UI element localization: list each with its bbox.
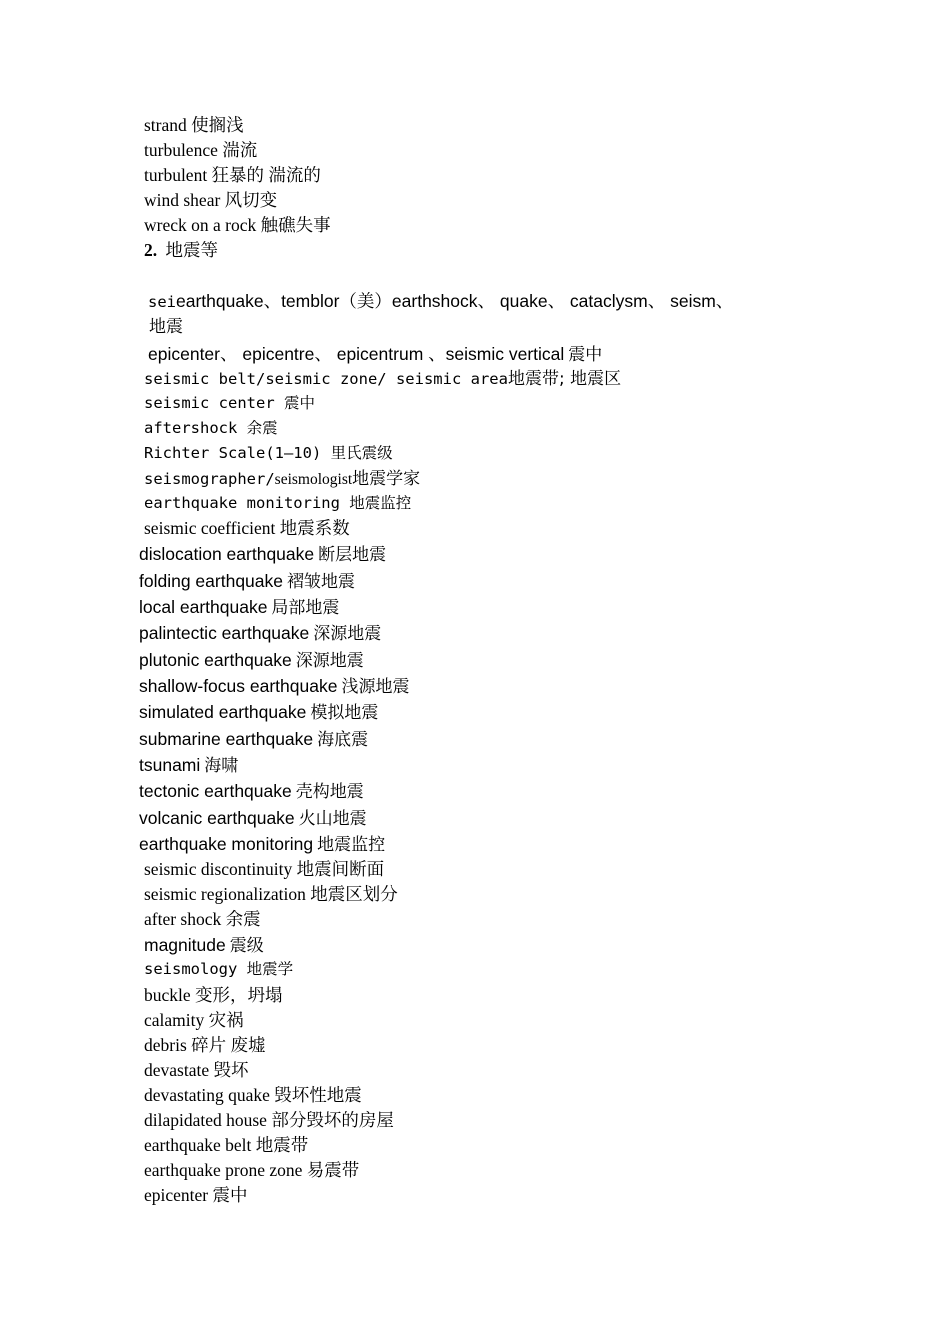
plutonic-translation: 深源地震	[295, 651, 364, 671]
entry-seismic-center: seismic center 震中	[144, 394, 315, 412]
entry-aftershock: aftershock 余震	[144, 419, 278, 437]
entry-turbulence: turbulence 湍流	[144, 140, 258, 160]
entry-simulated-earthquake	[139, 704, 378, 722]
entry-devastating-quake: devastating quake 毁坏性地震	[144, 1085, 362, 1105]
epicenter-synonyms-text: epicenter、 epicentre、 epicentrum 、seismic vertical	[148, 344, 565, 364]
entry-strand: strand 使搁浅	[144, 115, 244, 135]
section-number: 2.	[144, 240, 158, 260]
folding-text: folding earthquake	[139, 571, 283, 591]
entry-magnitude	[144, 937, 264, 955]
volcanic-text: volcanic earthquake	[139, 808, 295, 828]
epicenter-synonyms-translation: 震中	[568, 345, 603, 365]
entry-devastate: devastate 毁坏	[144, 1060, 249, 1080]
entry-shallow-focus-earthquake	[139, 678, 409, 696]
entry-tectonic-earthquake	[139, 783, 364, 801]
entry-dilapidated-house: dilapidated house 部分毁坏的房屋	[144, 1110, 394, 1130]
seismic-belt-text: seismic belt/seismic zone/ seismic area	[144, 370, 508, 388]
entry-debris: debris 碎片 废墟	[144, 1035, 266, 1055]
entry-earthquake-monitoring-1: earthquake monitoring 地震监控	[144, 494, 412, 512]
seismic-belt-translation: 地震带; 地震区	[507, 369, 622, 389]
synonyms-translation: 地震	[149, 317, 183, 337]
entry-epicenter-synonyms	[148, 346, 602, 364]
entry-turbulent: turbulent 狂暴的 湍流的	[144, 165, 321, 185]
entry-seismic-belt	[144, 371, 621, 388]
tsunami-text: tsunami	[139, 755, 201, 775]
stray-prefix: sei	[148, 293, 176, 311]
local-translation: 局部地震	[271, 598, 340, 618]
entry-palintectic-earthquake	[139, 625, 381, 643]
entry-seismology: seismology 地震学	[144, 960, 294, 978]
entry-seismographer	[144, 471, 420, 488]
simulated-translation: 模拟地震	[310, 703, 379, 723]
tsunami-translation: 海啸	[204, 756, 239, 776]
section-title: 地震等	[165, 240, 218, 260]
dislocation-text: dislocation earthquake	[139, 544, 315, 564]
tectonic-text: tectonic earthquake	[139, 781, 292, 801]
dislocation-translation: 断层地震	[318, 545, 387, 565]
synonyms-text: earthquake、temblor（美）earthshock、 quake、 cataclysm、 seism、	[176, 291, 734, 311]
simulated-text: simulated earthquake	[139, 702, 307, 722]
entry-earthquake-prone-zone: earthquake prone zone 易震带	[144, 1160, 360, 1180]
entry-after-shock: after shock 余震	[144, 909, 261, 929]
magnitude-translation: 震级	[229, 936, 264, 956]
entry-epicenter: epicenter 震中	[144, 1185, 248, 1205]
local-text: local earthquake	[139, 597, 268, 617]
section-heading	[144, 242, 218, 260]
entry-tsunami	[139, 757, 238, 775]
monitoring-translation: 地震监控	[317, 835, 386, 855]
monitoring-text: earthquake monitoring	[139, 834, 314, 854]
entry-buckle: buckle 变形，坍塌	[144, 985, 283, 1005]
seismographer-translation: 地震学家	[352, 469, 421, 489]
entry-local-earthquake	[139, 599, 339, 617]
shallow-focus-translation: 浅源地震	[341, 677, 410, 697]
folding-translation: 褶皱地震	[287, 572, 355, 592]
palintectic-translation: 深源地震	[313, 624, 382, 644]
entry-wind-shear: wind shear 风切变	[144, 190, 278, 210]
submarine-text: submarine earthquake	[139, 729, 314, 749]
entry-folding-earthquake	[139, 573, 355, 591]
tectonic-translation: 壳构地震	[295, 782, 364, 802]
entry-richter-scale: Richter Scale(1—10) 里氏震级	[144, 444, 393, 462]
entry-earthquake-synonyms	[148, 293, 733, 311]
entry-earthquake-belt: earthquake belt 地震带	[144, 1135, 309, 1155]
palintectic-text: palintectic earthquake	[139, 623, 310, 643]
seismographer-text: seismographer/	[144, 470, 275, 488]
entry-submarine-earthquake	[139, 731, 368, 749]
entry-seismic-coefficient: seismic coefficient 地震系数	[144, 518, 350, 538]
submarine-translation: 海底震	[317, 730, 369, 750]
seismologist-text: seismologist	[274, 471, 353, 488]
entry-volcanic-earthquake	[139, 810, 367, 828]
entry-plutonic-earthquake	[139, 652, 364, 670]
plutonic-text: plutonic earthquake	[139, 650, 292, 670]
entry-calamity: calamity 灾祸	[144, 1010, 244, 1030]
entry-wreck: wreck on a rock 触礁失事	[144, 215, 331, 235]
entry-earthquake-monitoring-2	[139, 836, 385, 854]
entry-seismic-regionalization: seismic regionalization 地震区划分	[144, 884, 398, 904]
entry-dislocation-earthquake	[139, 546, 386, 564]
entry-seismic-discontinuity: seismic discontinuity 地震间断面	[144, 859, 385, 879]
volcanic-translation: 火山地震	[298, 809, 367, 829]
shallow-focus-text: shallow-focus earthquake	[139, 676, 338, 696]
magnitude-text: magnitude	[144, 935, 226, 955]
